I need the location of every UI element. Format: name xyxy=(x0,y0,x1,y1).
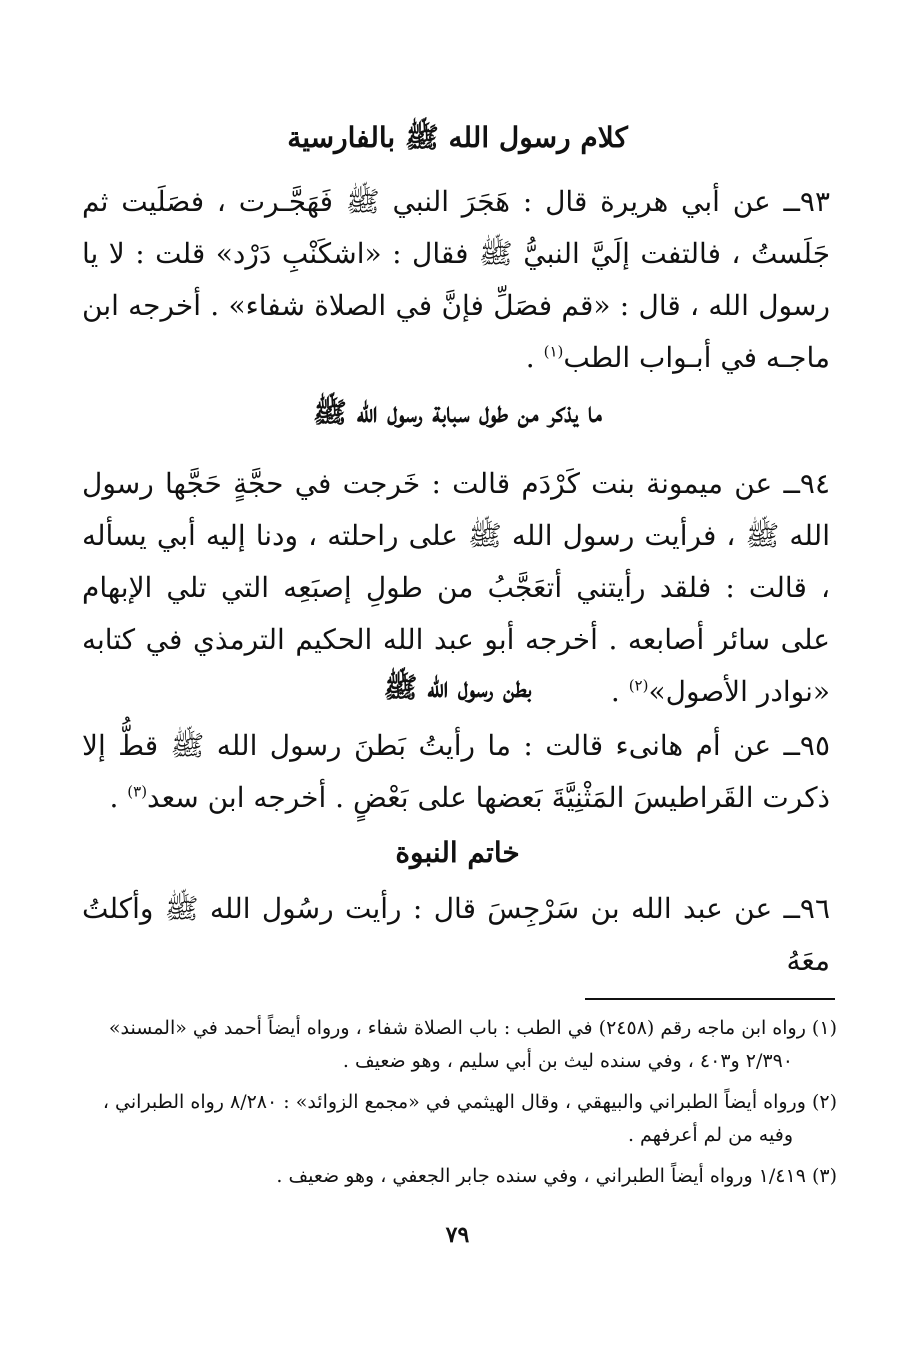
section-heading: ما يذكر من طول سبابة رسول الله ﷺ xyxy=(313,396,602,429)
section-heading: كلام رسول الله ﷺ بالفارسية xyxy=(287,121,628,154)
footnote-3: (٣) ١/٤١٩ ورواه أيضاً الطبراني ، وفي سنده جابر الجعفي ، وهو ضعيف . xyxy=(276,1165,837,1187)
hadith-94: ٩٤ــ عن ميمونة بنت كَرْدَم قالت : خَرجت في حجَّةٍ حَجَّها رسول الله ﷺ ، فرأيت رسول الله ﷺ على راحلته ، ودنا إليه أبي يسأله ، قالت : فلقد رأيتني أتعَجَّبُ من طولِ إصبَعِه التي تلي الإبهام على سائر أصابعه . أخرجه أبو عبد الله الحكيم الترمذي في كتابه «نوادر الأصول»$^{(٢)}$ . xyxy=(82,467,830,708)
footnote-ref: (٢) xyxy=(628,676,649,695)
footnote-2: (٢) ورواه أيضاً الطبراني والبيهقي ، وقال الهيثمي في «مجمع الزوائد» : ٨/٢٨٠ رواه الطبراني ، وفيه من لم أعرفهم . xyxy=(102,1091,837,1146)
footnote-ref: (١) xyxy=(543,342,564,361)
hadith-93: ٩٣ــ عن أبي هريرة قال : هَجَرَ النبي ﷺ فَهَجَّـرت ، فصَلَيت ثم جَلَستُ ، فالتفت إلَيَّ النبيُّ ﷺ فقال : «اشكَنْبِ دَرْد» قلت : لا يا رسول الله ، قال : «قم فصَلِّ فإنَّ في الصلاة شفاء» . أخرجه ابن ماجـه في أبـواب الطب$^{(١)}$ . xyxy=(82,185,830,374)
footnote-ref: (٣) xyxy=(127,782,148,801)
section-heading: بطن رسول الله ﷺ xyxy=(383,671,532,704)
footnote-1: (١) رواه ابن ماجه رقم (٢٤٥٨) في الطب : باب الصلاة شفاء ، ورواه أيضاً أحمد في «المسند» ٢/٣٩٠ و٤٠٣ ، وفي سنده ليث بن أبي سليم ، وهو ضعيف . xyxy=(108,1017,837,1072)
page-number: ٧٩ xyxy=(445,1222,470,1248)
footnote-divider xyxy=(585,998,835,1000)
hadith-96: ٩٦ــ عن عبد الله بن سَرْجِسَ قال : رأيت رسُول الله ﷺ وأكلتُ معَهُ xyxy=(82,892,830,977)
section-heading: خاتم النبوة xyxy=(395,836,520,869)
hadith-95: ٩٥ــ عن أم هانىء قالت : ما رأيتُ بَطنَ رسول الله ﷺ قطُّ إلا ذكرت القَراطيسَ المَثْنِيَّةَ بَعضها على بَعْضٍ . أخرجه ابن سعد$^{(٣)}$ . xyxy=(82,729,830,814)
